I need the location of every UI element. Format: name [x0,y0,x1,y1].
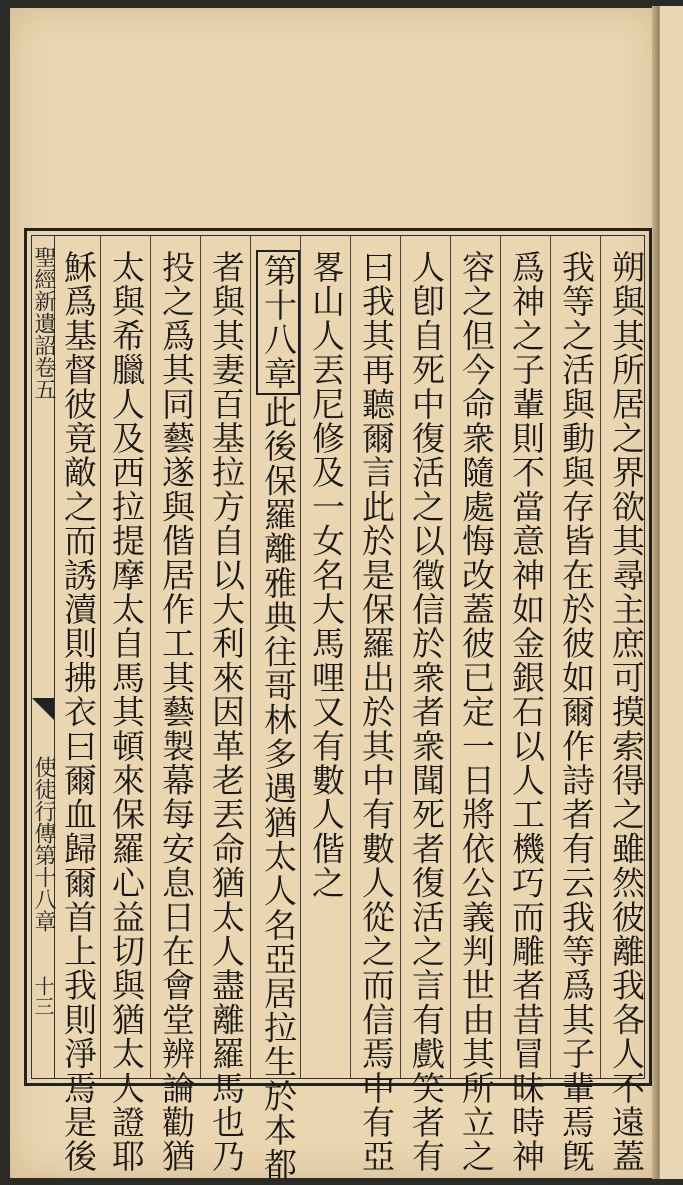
text-column-3: 爲神之子輩則不當意神如金銀石以人工機巧而雕者昔冒昧時神 [507,250,546,1174]
text-column-8-body: 此後保羅離雅典往哥林多遇猶太人名亞居拉生於本都 [259,394,298,1182]
column-rule [600,236,601,1078]
fold-column [32,236,55,1078]
page-number: 十三 [31,976,55,1016]
text-frame-inner [31,235,646,1182]
column-rule [200,236,201,1078]
text-column-12: 穌爲基督彼竟敵之而誘瀆則拂衣曰爾血歸爾首上我則淨焉是後 [59,250,98,1174]
fish-tail-mark [32,698,54,720]
column-rule [150,236,151,1078]
text-frame [24,228,652,1182]
text-column-1: 朔與其所居之界欲其尋主庶可摸索得之雖然彼離我各人不遠蓋 [607,250,646,1174]
column-rule [250,236,251,1078]
text-column-5: 人卽自死中復活之以徵信於衆者衆聞死者復活之言有戲笑者有 [407,250,446,1174]
text-column-10: 投之爲其同藝遂與偕居作工其藝製幕每安息日在會堂辨論勸猶 [157,250,196,1174]
text-column-6: 曰我其再聽爾言此於是保羅出於其中有數人從之而信焉中有亞 [357,250,396,1174]
column-rule [350,236,351,1078]
fold-subtitle: 使徒行傳第十八章 [31,756,56,932]
text-column-4: 容之但今命衆隨處悔改蓋彼已定一日將依公義判世由其所立之 [457,250,496,1174]
column-rule [500,236,501,1078]
chapter-heading: 第十八章 [256,250,300,395]
column-rule [450,236,451,1078]
text-column-7: 畧山人丟尼修及一女名大馬哩又有數人偕之 [307,250,346,900]
column-rule [300,236,301,1078]
text-column-11: 太與希臘人及西拉提摩太自馬其頓來保羅心益切與猶太人證耶 [107,250,146,1174]
column-rule [400,236,401,1078]
next-page-edge [659,6,683,1179]
text-column-8 [256,250,300,1182]
column-rule [550,236,551,1078]
text-column-9: 者與其妻百基拉方自以大利來因革老丟命猶太人盡離羅馬也乃 [207,250,246,1174]
fold-title: 聖經新遺詔卷五 [31,246,56,400]
column-rule [100,236,101,1078]
text-column-2: 我等之活與動與存皆在於彼如爾作詩者有云我等爲其子輩焉旣 [557,250,596,1174]
